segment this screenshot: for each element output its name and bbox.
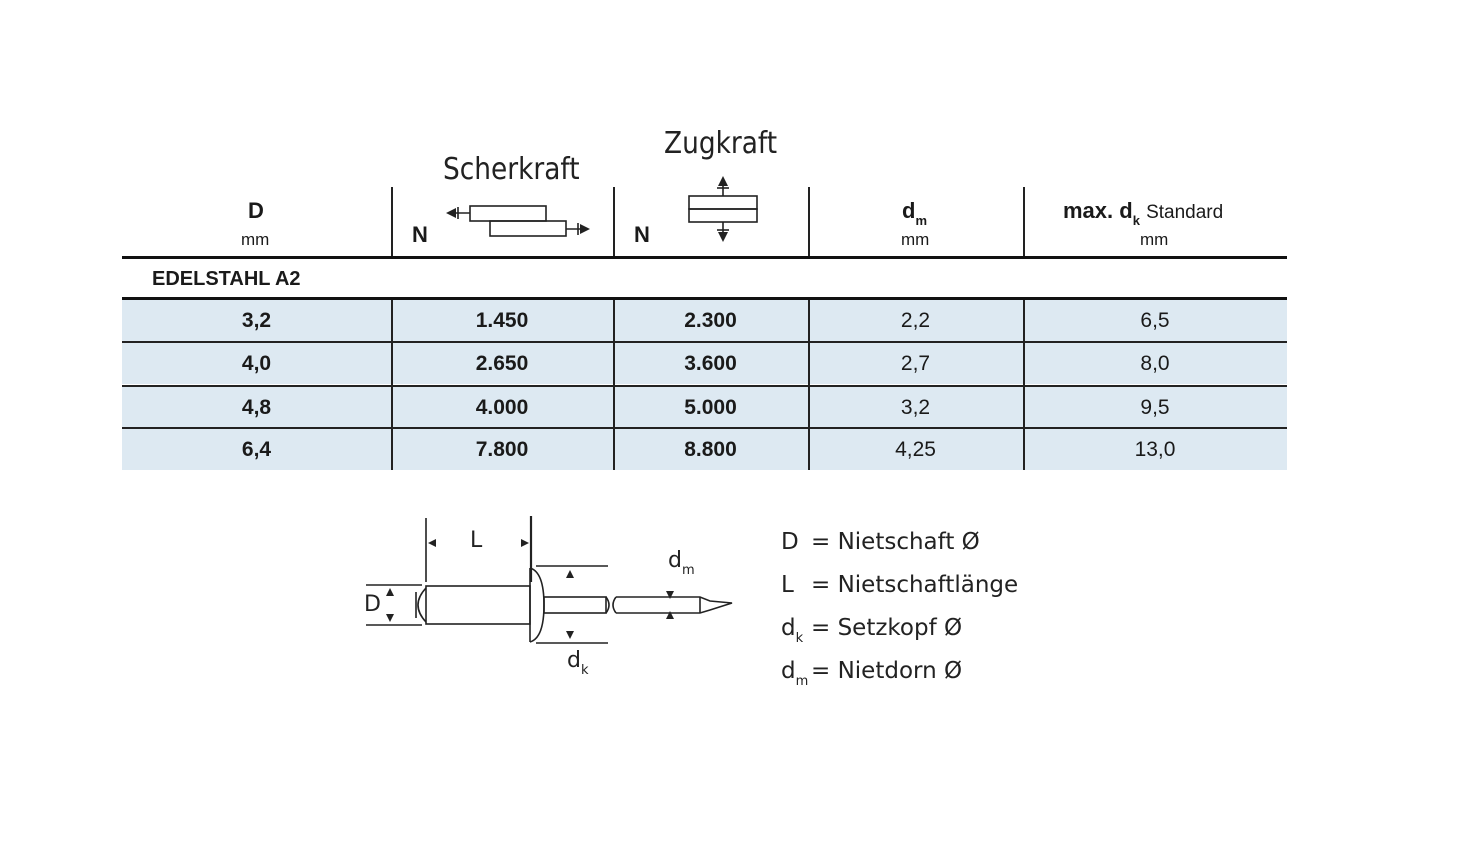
diagram-label-L: L: [470, 528, 483, 553]
cell-dk: 8,0: [1140, 352, 1170, 375]
header-divider: [613, 187, 615, 256]
table-row: [122, 387, 1287, 428]
cell-dk: 9,5: [1140, 396, 1170, 419]
body-divider: [391, 300, 393, 470]
cell-zugkraft: 8.800: [684, 438, 737, 461]
legend-item: [781, 612, 1018, 655]
header-zugkraft-unit: N: [634, 222, 650, 247]
cell-scherkraft: 4.000: [475, 396, 529, 419]
cell-dm: 2,2: [900, 309, 931, 332]
header-divider: [1023, 187, 1025, 256]
cell-dm: 3,2: [900, 396, 931, 419]
header-dm-label: [902, 198, 927, 228]
cell-dm: 2,7: [900, 352, 931, 375]
diagram-dk-symbol: d: [567, 648, 581, 673]
legend: [781, 526, 1018, 698]
cell-dk: 13,0: [1134, 438, 1176, 461]
header-dm-sub: m: [915, 213, 928, 228]
cell-zugkraft: 2.300: [684, 309, 737, 332]
rivet-diagram: [360, 510, 750, 690]
legend-item: [781, 569, 1018, 612]
legend-item: [781, 526, 1018, 569]
cell-d: 6,4: [241, 438, 272, 461]
header-divider: [391, 187, 393, 256]
legend-symbol: D: [781, 529, 799, 555]
header-dk-unit: mm: [1140, 230, 1169, 249]
tensile-force-icon: [686, 174, 760, 246]
legend-text: = Nietdorn Ø: [811, 658, 963, 684]
header-dm-symbol: d: [902, 198, 916, 223]
cell-dk: 6,5: [1140, 309, 1170, 332]
body-divider: [808, 300, 810, 470]
table-row: [122, 343, 1287, 384]
diagram-dm-sub: m: [681, 563, 695, 578]
header-d-label: D: [248, 198, 264, 223]
header-dk-prefix: max. d: [1063, 198, 1133, 223]
header-dk-suffix: Standard: [1146, 202, 1224, 223]
legend-text: = Setzkopf Ø: [811, 615, 963, 641]
table-row: [122, 429, 1287, 470]
legend-text: = Nietschaftlänge: [811, 572, 1019, 598]
shear-force-icon: [444, 200, 594, 242]
legend-text: = Nietschaft Ø: [811, 529, 980, 555]
table-row: [122, 300, 1287, 341]
header-d-unit: mm: [241, 230, 270, 249]
cell-d: 4,8: [241, 396, 272, 419]
legend-symbol: L: [781, 572, 794, 598]
cell-scherkraft: 7.800: [475, 438, 529, 461]
header-scherkraft-title: Scherkraft: [443, 152, 580, 187]
diagram-dm-symbol: d: [668, 548, 682, 573]
cell-scherkraft: 2.650: [475, 352, 529, 375]
cell-zugkraft: 3.600: [684, 352, 737, 375]
legend-symbol: $d_k$: [781, 615, 804, 646]
header-divider: [808, 187, 810, 256]
legend-item: [781, 655, 1018, 698]
diagram-dk-sub: k: [580, 663, 589, 678]
diagram-label-dm: [668, 548, 695, 578]
cell-scherkraft: 1.450: [475, 309, 529, 332]
body-divider: [1023, 300, 1025, 470]
header-scherkraft-unit: N: [412, 222, 428, 247]
cell-d: 4,0: [241, 352, 272, 375]
header-zugkraft-title: Zugkraft: [664, 126, 778, 161]
section-label: EDELSTAHL A2: [152, 268, 301, 290]
cell-zugkraft: 5.000: [684, 396, 737, 419]
cell-d: 3,2: [241, 309, 272, 332]
header-rule: [122, 256, 1287, 259]
diagram-label-dk: [567, 648, 589, 678]
diagram-label-D: D: [364, 592, 381, 617]
header-dm-unit: mm: [901, 230, 930, 249]
body-divider: [613, 300, 615, 470]
header-dk-sub: k: [1132, 213, 1140, 228]
cell-dm: 4,25: [895, 438, 936, 461]
legend-symbol: $d_m$: [781, 658, 809, 689]
header-dk-label: [1063, 198, 1223, 228]
